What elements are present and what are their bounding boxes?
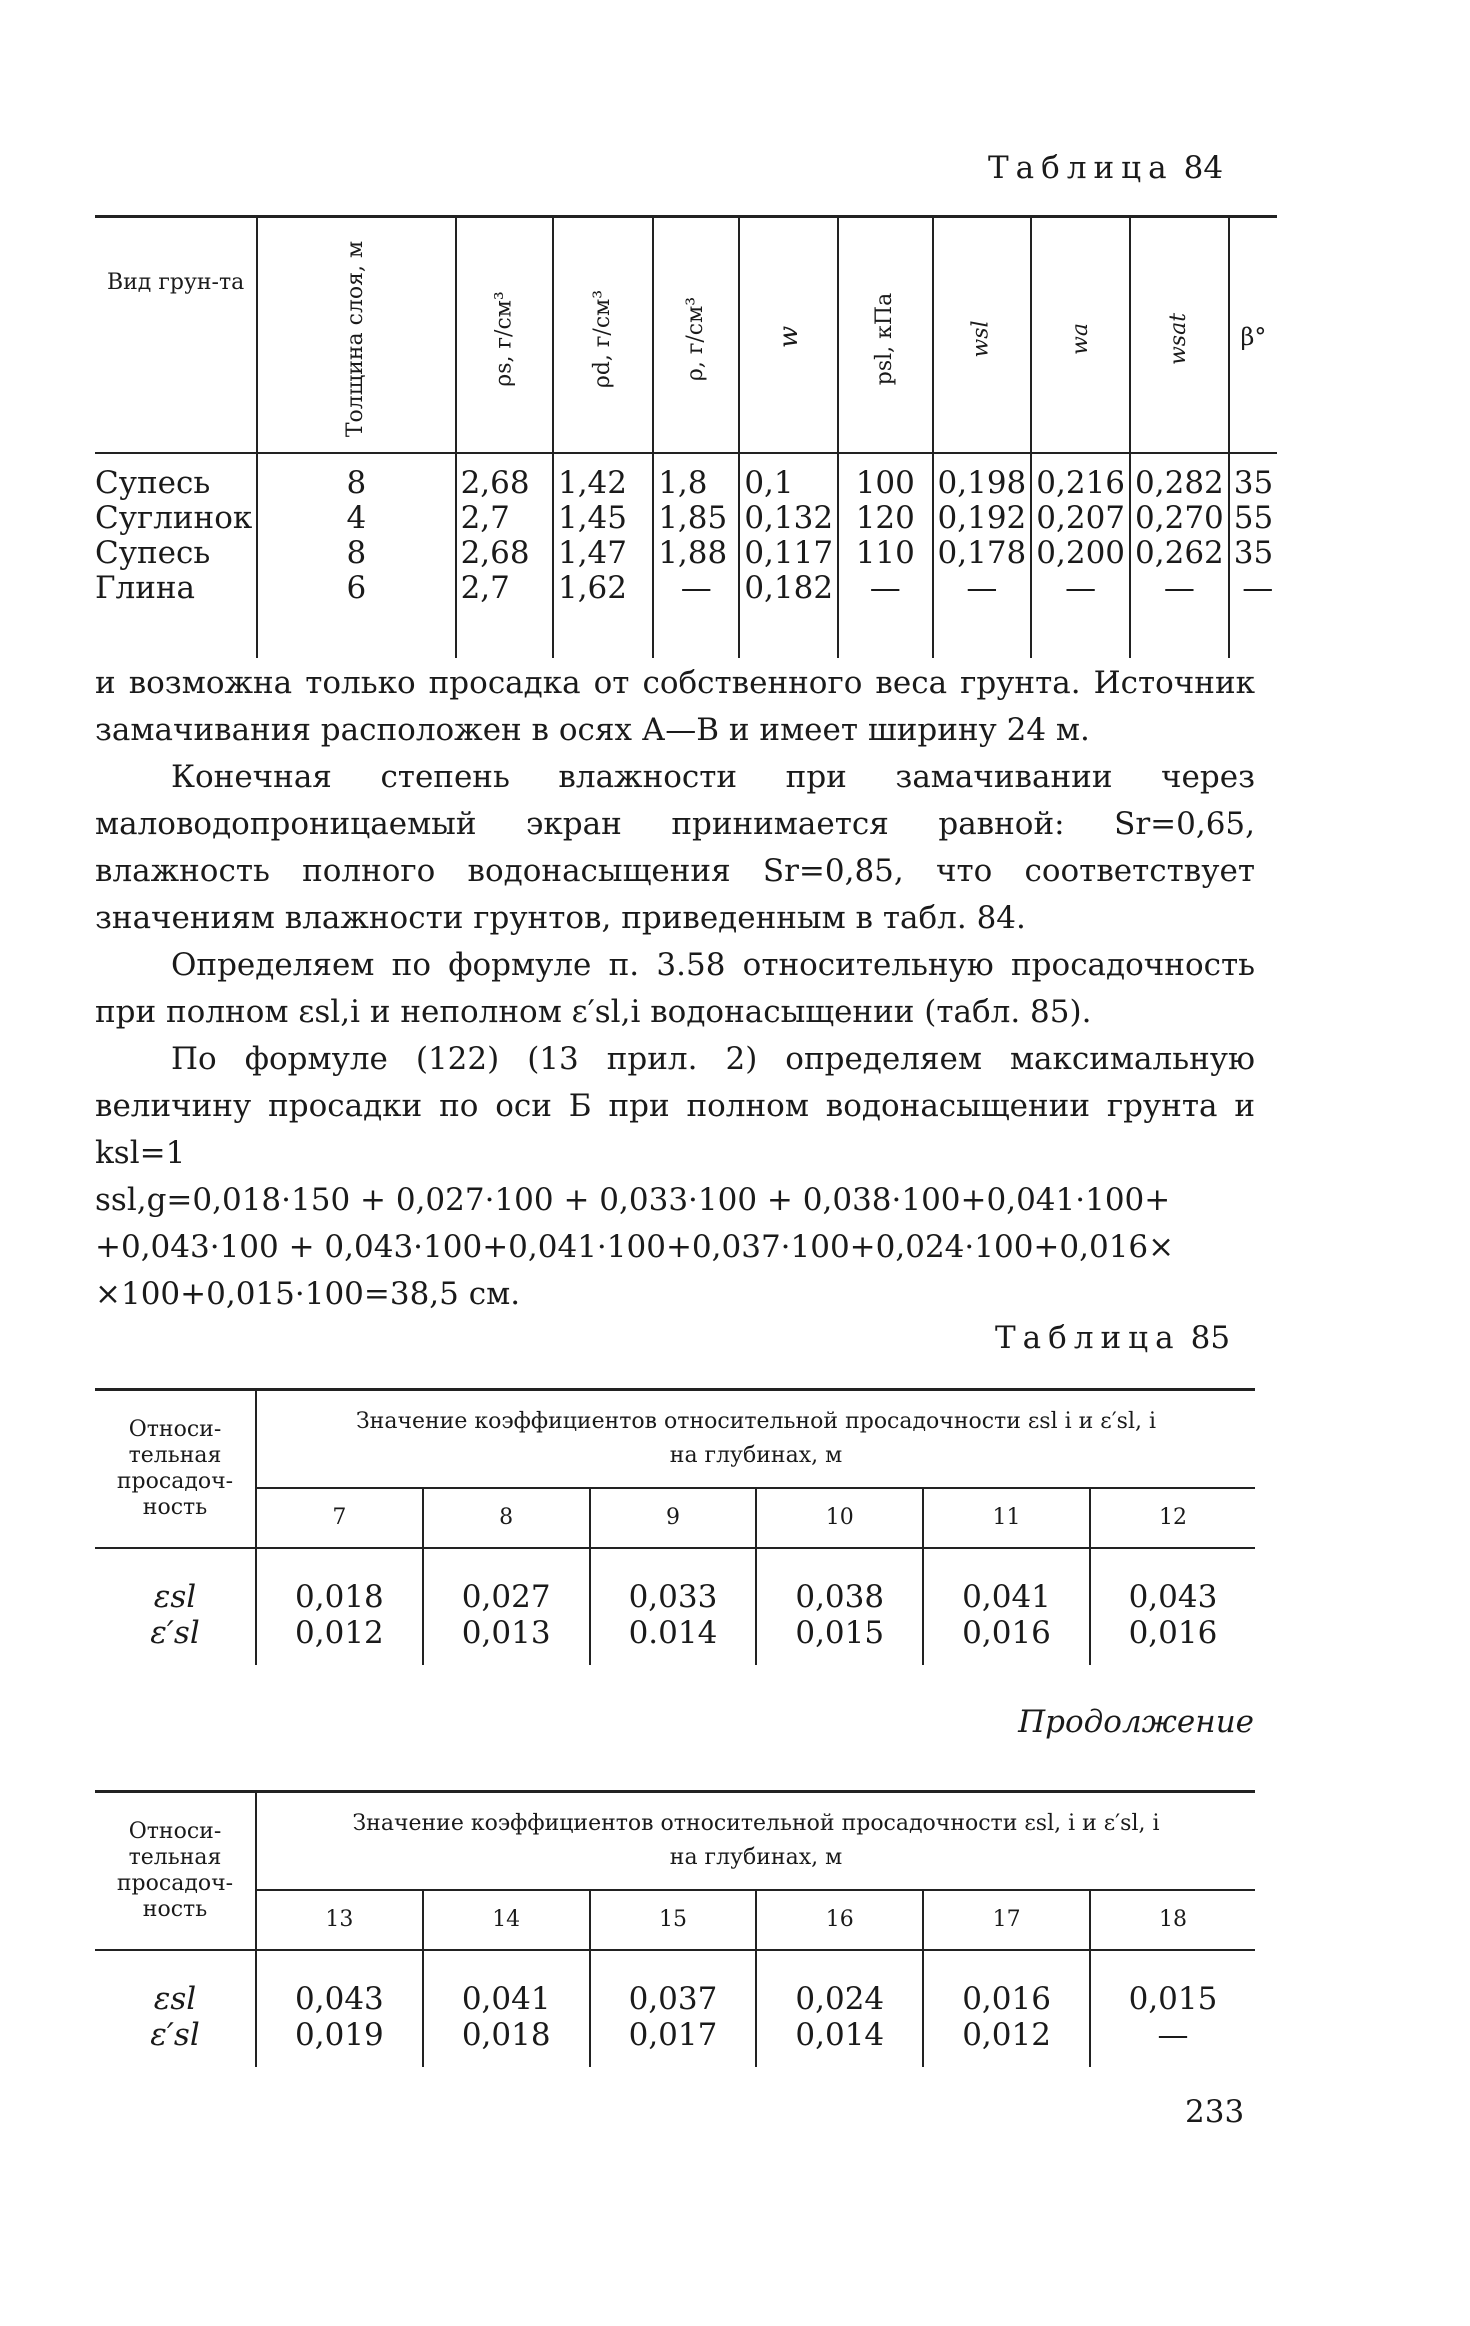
col-header-wsat: wsat — [1130, 217, 1229, 454]
caption-number: 84 — [1183, 150, 1224, 186]
col-header-psl: psl, кПа — [838, 217, 932, 454]
table-cell: — — [1229, 571, 1277, 658]
table-cell: 0,041 0,018 — [423, 1950, 590, 2067]
depth-header: 9 — [590, 1488, 757, 1548]
table-cell: 1,85 — [653, 501, 739, 536]
table-cell: — — [1130, 571, 1229, 658]
table-cell: — — [838, 571, 932, 658]
table-cell: 0,207 — [1031, 501, 1130, 536]
table-cell: 0,015 — — [1090, 1950, 1255, 2067]
row-labels: εsl ε′sl — [95, 1950, 256, 2067]
caption-number: 85 — [1190, 1320, 1231, 1356]
table-row — [95, 1548, 1255, 1665]
depth-header: 14 — [423, 1890, 590, 1950]
formula-line: +0,043·100 + 0,043·100+0,041·100+0,037·100+0,024·100+0,016× — [95, 1229, 1175, 1265]
table-cell: 2,68 — [456, 536, 553, 571]
table-row — [95, 501, 1277, 536]
table-cell: Супесь — [95, 535, 211, 571]
table-cell: 4 — [257, 501, 455, 536]
table-cell: 1,42 — [553, 453, 653, 501]
col-header-wsl: wsl — [933, 217, 1032, 454]
table-cell: 0,043 0,016 — [1090, 1548, 1255, 1665]
table-cell: Суглинок — [95, 500, 253, 536]
depth-header: 7 — [256, 1488, 423, 1548]
table-cell: 0,038 0,015 — [756, 1548, 923, 1665]
col-header-thickness: Толщина слоя, м — [257, 217, 455, 454]
depth-header: 12 — [1090, 1488, 1255, 1548]
table-85-continued — [95, 1790, 1255, 2067]
paragraph: Определяем по формуле п. 3.58 относительную просадочность при полном εsl,i и неполном ε′sl,i водонасыщении (табл. 85). — [95, 947, 1255, 1030]
paragraph: Конечная степень влажности при замачивании через маловодопроницаемый экран принимается равной: Sr=0,65, влажность полного водонасыщения Sr=0,85, что соответствует значениям влажности грунтов, приведенным в табл. 84. — [95, 759, 1255, 936]
page-number: 233 — [1185, 2094, 1245, 2130]
col-header-rho: ρ, г/см³ — [653, 217, 739, 454]
table-cell: 1,88 — [653, 536, 739, 571]
row-header-title: Относи-тельная просадоч-ность — [95, 1390, 256, 1549]
caption-word: Таблица — [995, 1320, 1181, 1356]
table-cell: 0,182 — [739, 571, 838, 658]
table-row — [95, 1390, 1255, 1489]
span-header: Значение коэффициентов относительной просадочности εsl i и ε′sl, i на глубинах, м — [256, 1390, 1255, 1489]
formula-line: ssl,g=0,018·150 + 0,027·100 + 0,033·100 + 0,038·100+0,041·100+ — [95, 1182, 1171, 1218]
table-cell: 0,037 0,017 — [590, 1950, 757, 2067]
table-85 — [95, 1388, 1255, 1665]
table-84 — [95, 215, 1277, 658]
table-cell: 6 — [257, 571, 455, 658]
table-cell: 35 — [1229, 453, 1277, 501]
depth-header: 13 — [256, 1890, 423, 1950]
table-cell: 2,7 — [456, 571, 553, 658]
table-cell: 0,262 — [1130, 536, 1229, 571]
depth-header: 16 — [756, 1890, 923, 1950]
col-header-soil-type: Вид грун-та — [95, 217, 257, 454]
depth-header: 18 — [1090, 1890, 1255, 1950]
col-header-rho-s: ρs, г/см³ — [456, 217, 553, 454]
table-row — [95, 1890, 1255, 1950]
depth-header: 10 — [756, 1488, 923, 1548]
col-header-w: w — [739, 217, 838, 454]
paragraph: По формуле (122) (13 прил. 2) определяем максимальную величину просадки по оси Б при полном водонасыщении грунта и ksl=1 — [95, 1041, 1255, 1171]
table-row — [95, 571, 1277, 658]
table-row — [95, 1792, 1255, 1891]
col-header-beta: β° — [1229, 217, 1277, 454]
table-cell: Супесь — [95, 465, 211, 501]
table-cell: — — [933, 571, 1032, 658]
table-row — [95, 217, 1277, 454]
table-cell: 8 — [257, 453, 455, 501]
table-cell: 1,47 — [553, 536, 653, 571]
table-cell: 0,270 — [1130, 501, 1229, 536]
table-cell: 100 — [838, 453, 932, 501]
table-cell: 0,192 — [933, 501, 1032, 536]
table-84-caption — [988, 150, 1223, 186]
table-row — [95, 1950, 1255, 2067]
table-cell: 0,024 0,014 — [756, 1950, 923, 2067]
table-cell: 55 — [1229, 501, 1277, 536]
table-cell: — — [1031, 571, 1130, 658]
table-row — [95, 1488, 1255, 1548]
table-cell: 0,043 0,019 — [256, 1950, 423, 2067]
table-cell: 1,62 — [553, 571, 653, 658]
table-cell: 1,45 — [553, 501, 653, 536]
caption-word: Таблица — [988, 150, 1174, 186]
table-cell: 2,7 — [456, 501, 553, 536]
table-cell: 0,018 0,012 — [256, 1548, 423, 1665]
depth-header: 8 — [423, 1488, 590, 1548]
col-header-wa: wa — [1031, 217, 1130, 454]
span-header: Значение коэффициентов относительной просадочности εsl, i и ε′sl, i на глубинах, м — [256, 1792, 1255, 1891]
table-cell: 0,200 — [1031, 536, 1130, 571]
depth-header: 17 — [923, 1890, 1090, 1950]
table-cell: 0,041 0,016 — [923, 1548, 1090, 1665]
continuation-label: Продолжение — [1018, 1704, 1254, 1740]
table-cell: 0,033 0.014 — [590, 1548, 757, 1665]
depth-header: 11 — [923, 1488, 1090, 1548]
col-header-rho-d: ρd, г/см³ — [553, 217, 653, 454]
table-cell: 0,1 — [739, 453, 838, 501]
table-cell: 2,68 — [456, 453, 553, 501]
table-cell: 1,8 — [653, 453, 739, 501]
table-cell: 0,132 — [739, 501, 838, 536]
formula-line: ×100+0,015·100=38,5 см. — [95, 1276, 521, 1312]
table-cell: 0,178 — [933, 536, 1032, 571]
paragraph: и возможна только просадка от собственного веса грунта. Источник замачивания расположен в осях А—В и имеет ширину 24 м. — [95, 665, 1255, 748]
depth-header: 15 — [590, 1890, 757, 1950]
table-cell: 0,216 — [1031, 453, 1130, 501]
table-cell: 0,016 0,012 — [923, 1950, 1090, 2067]
table-cell: 120 — [838, 501, 932, 536]
table-cell: 0,198 — [933, 453, 1032, 501]
table-cell: 110 — [838, 536, 932, 571]
body-text — [95, 660, 1255, 1318]
table-cell: 0,117 — [739, 536, 838, 571]
table-85-caption — [995, 1320, 1230, 1356]
table-row — [95, 453, 1277, 501]
table-cell: 0,282 — [1130, 453, 1229, 501]
table-row — [95, 536, 1277, 571]
row-labels: εsl ε′sl — [95, 1548, 256, 1665]
table-cell: — — [653, 571, 739, 658]
table-cell: 35 — [1229, 536, 1277, 571]
table-cell: 0,027 0,013 — [423, 1548, 590, 1665]
table-cell: 8 — [257, 536, 455, 571]
table-cell: Глина — [95, 570, 196, 606]
row-header-title: Относи-тельная просадоч-ность — [95, 1792, 256, 1951]
